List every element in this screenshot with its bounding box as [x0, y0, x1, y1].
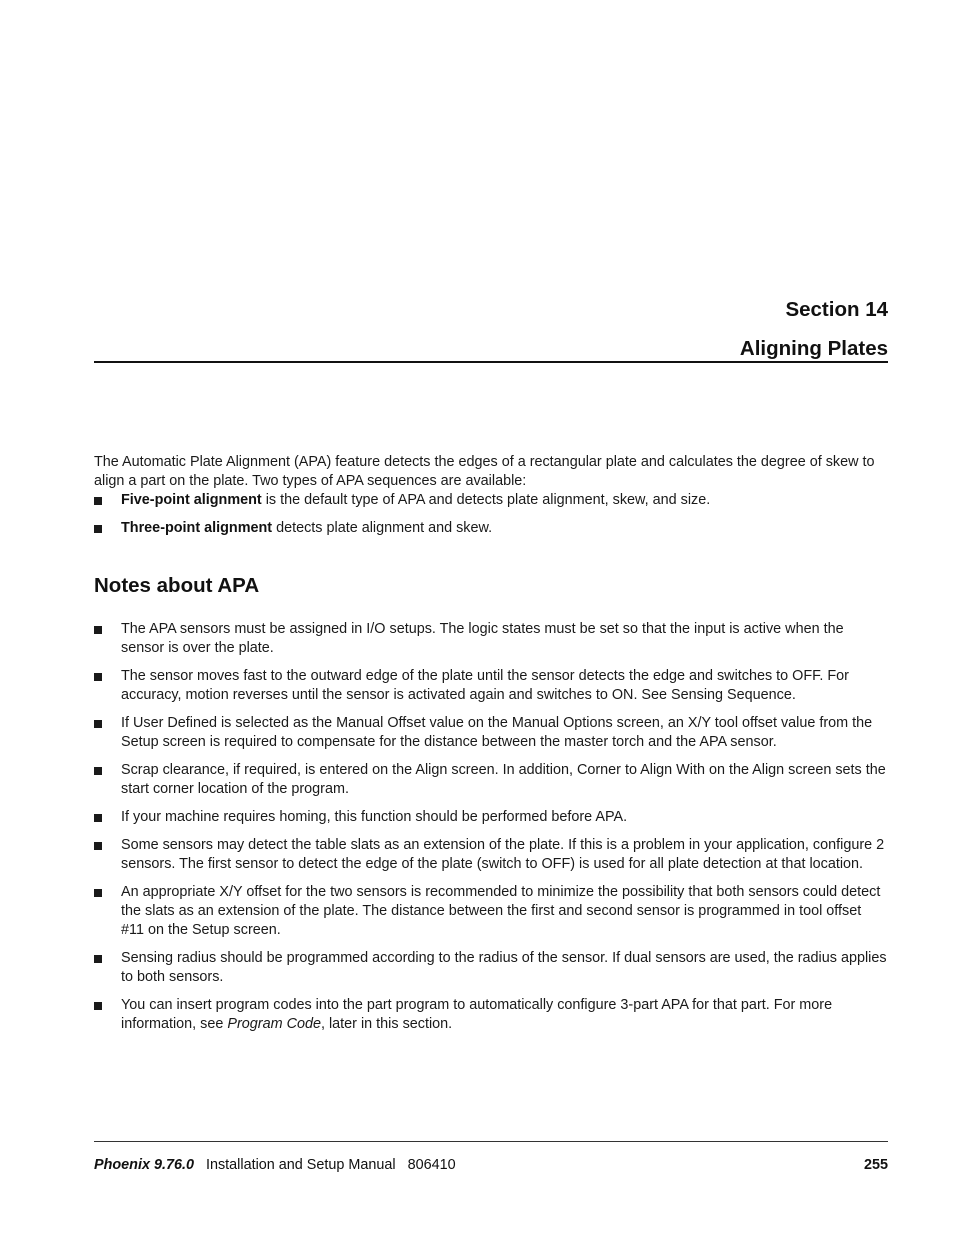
- apa-types-list: [94, 491, 888, 538]
- footer-product: Phoenix 9.76.0: [94, 1157, 194, 1173]
- list-item: [94, 491, 888, 510]
- notes-heading: Notes about APA: [94, 574, 260, 597]
- apa-type-description: detects plate alignment and skew.: [272, 520, 493, 536]
- list-item: [94, 667, 888, 705]
- list-item: [94, 883, 888, 940]
- note-text: Scrap clearance, if required, is entered on the Align screen. In addition, Corner to Align With on the Align screen sets the start corner location of the program.: [121, 762, 886, 797]
- note-text-before: You can insert program codes into the part program to automatically configure 3-part APA for that part. For more information, see: [121, 997, 833, 1032]
- program-code-reference: Program Code: [227, 1016, 321, 1032]
- list-item: [94, 949, 888, 987]
- list-item: [94, 519, 888, 538]
- note-text-after: , later in this section.: [320, 1016, 453, 1032]
- bullet-square-icon: [94, 626, 102, 634]
- list-item: [94, 714, 888, 752]
- manual-page: [94, 0, 888, 1235]
- page-footer: [94, 1155, 888, 1175]
- bullet-square-icon: [94, 814, 102, 822]
- apa-type-name: Three-point alignment: [121, 520, 273, 536]
- list-item: [94, 836, 888, 874]
- apa-type-description: is the default type of APA and detects plate alignment, skew, and size.: [261, 492, 711, 508]
- note-text: The sensor moves fast to the outward edge of the plate until the sensor detects the edge and switches to OFF. For accuracy, motion reverses until the sensor is activated again and switches to ON. See Sensing Sequence.: [121, 668, 849, 703]
- bullet-square-icon: [94, 889, 102, 897]
- bullet-square-icon: [94, 525, 102, 533]
- bullet-square-icon: [94, 673, 102, 681]
- note-text: The APA sensors must be assigned in I/O setups. The logic states must be set so that the input is active when the sensor is over the plate.: [121, 621, 844, 656]
- notes-list: [94, 620, 888, 1043]
- note-text: If User Defined is selected as the Manual Offset value on the Manual Options screen, an X/Y tool offset value from the Setup screen is required to compensate for the distance between the master torch and the APA sensor.: [121, 715, 873, 750]
- intro-block: [94, 453, 888, 547]
- note-text: Some sensors may detect the table slats as an extension of the plate. If this is a problem in your application, configure 2 sensors. The first sensor to detect the edge of the plate (switch to OFF) is used for all plate detection at that location.: [121, 837, 885, 872]
- footer-part-number: 806410: [407, 1157, 456, 1173]
- section-label: Section 14: [785, 298, 888, 321]
- bullet-square-icon: [94, 955, 102, 963]
- footer-manual-title: Installation and Setup Manual: [205, 1157, 396, 1173]
- footer-divider: [94, 1141, 888, 1142]
- bullet-square-icon: [94, 497, 102, 505]
- title-divider: [94, 361, 888, 363]
- intro-paragraph: The Automatic Plate Alignment (APA) feature detects the edges of a rectangular plate and calculates the degree of skew to align a part on the plate. Two types of APA sequences are available:: [94, 454, 875, 489]
- note-text: If your machine requires homing, this function should be performed before APA.: [121, 809, 628, 825]
- list-item: [94, 620, 888, 658]
- bullet-square-icon: [94, 720, 102, 728]
- apa-type-name: Five-point alignment: [121, 492, 262, 508]
- section-title: Aligning Plates: [739, 337, 888, 360]
- note-text: An appropriate X/Y offset for the two sensors is recommended to minimize the possibility that both sensors could detect the slats as an extension of the plate. The distance between the first and second sensor is programmed in tool offset #11 on the Setup screen.: [121, 884, 881, 938]
- list-item: [94, 808, 888, 827]
- section-heading: [740, 290, 888, 368]
- list-item: [94, 761, 888, 799]
- page-number: 255: [863, 1157, 888, 1173]
- note-text: Sensing radius should be programmed according to the radius of the sensor. If dual sensors are used, the radius applies to both sensors.: [121, 950, 887, 985]
- list-item: [94, 996, 888, 1034]
- bullet-square-icon: [94, 842, 102, 850]
- bullet-square-icon: [94, 767, 102, 775]
- bullet-square-icon: [94, 1002, 102, 1010]
